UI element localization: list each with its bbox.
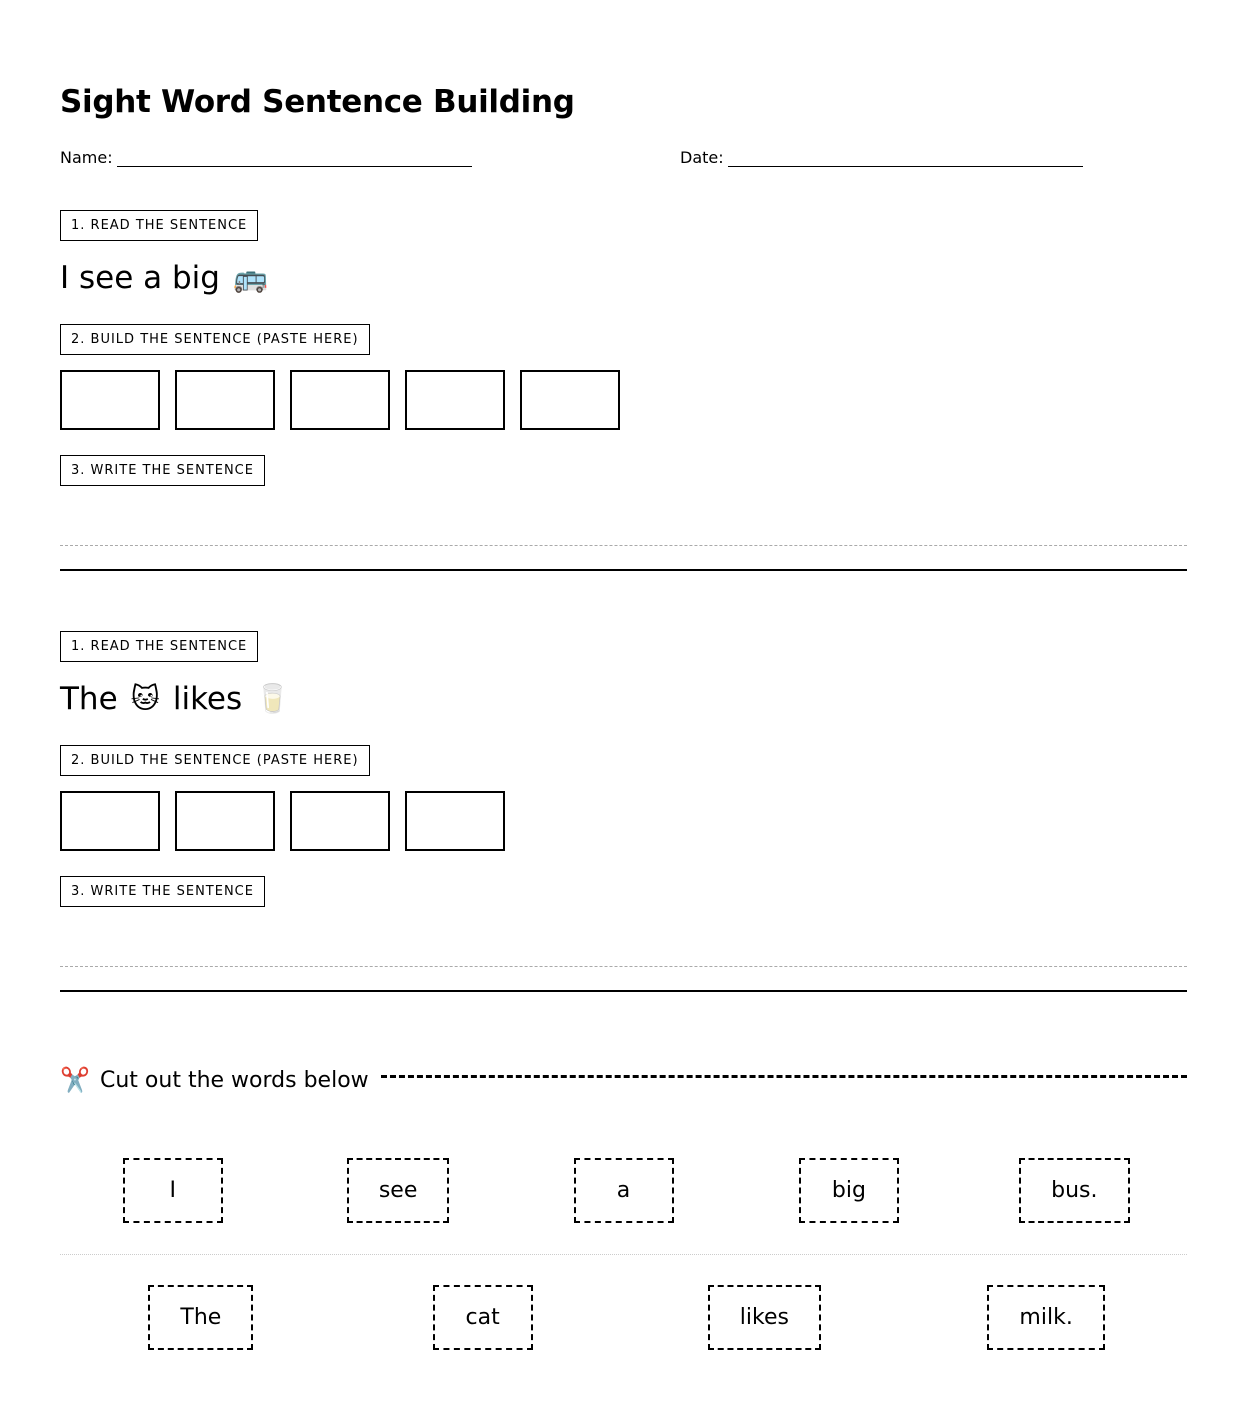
write-base-line[interactable] [60, 569, 1187, 571]
paste-box[interactable] [405, 791, 505, 851]
word-card[interactable]: likes [708, 1285, 821, 1350]
paste-box[interactable] [175, 370, 275, 430]
step-read-label: 1. READ THE SENTENCE [60, 210, 258, 241]
sentence-1 [60, 260, 268, 296]
student-info-row [60, 148, 1187, 168]
write-guide-line [60, 545, 1187, 546]
name-label: Name: [60, 148, 113, 167]
paste-box[interactable] [290, 791, 390, 851]
paste-box-row [60, 791, 505, 851]
cutout-row-separator [60, 1254, 1187, 1255]
cat-icon: 🐱 [130, 682, 160, 715]
step-build-label: 2. BUILD THE SENTENCE (PASTE HERE) [60, 324, 370, 355]
bus-icon: 🚌 [232, 261, 268, 294]
step-read-label: 1. READ THE SENTENCE [60, 631, 258, 662]
word-card[interactable]: big [799, 1158, 899, 1223]
sentence-2 [60, 681, 290, 717]
milk-icon: 🥛 [255, 682, 291, 715]
paste-box[interactable] [520, 370, 620, 430]
name-write-line[interactable] [117, 152, 472, 167]
cutout-header [60, 1062, 1187, 1098]
paste-box[interactable] [405, 370, 505, 430]
word-card[interactable]: a [574, 1158, 674, 1223]
date-field[interactable] [680, 148, 1083, 167]
cutout-row-1 [60, 1158, 1187, 1223]
paste-box[interactable] [60, 791, 160, 851]
sentence-text: I see a big [60, 260, 220, 296]
paste-box[interactable] [290, 370, 390, 430]
name-field[interactable] [60, 148, 472, 167]
step-write-label: 3. WRITE THE SENTENCE [60, 876, 265, 907]
paste-box[interactable] [60, 370, 160, 430]
page-title: Sight Word Sentence Building [60, 84, 575, 120]
date-label: Date: [680, 148, 724, 167]
step-build-label: 2. BUILD THE SENTENCE (PASTE HERE) [60, 745, 370, 776]
paste-box-row [60, 370, 620, 430]
word-card[interactable]: I [123, 1158, 223, 1223]
cutout-instruction: Cut out the words below [100, 1067, 369, 1093]
cutout-row-2 [60, 1285, 1187, 1350]
write-guide-line [60, 966, 1187, 967]
sentence-text: The [60, 681, 118, 717]
word-card[interactable]: cat [433, 1285, 533, 1350]
word-card[interactable]: milk. [987, 1285, 1104, 1350]
cut-dashed-line [381, 1075, 1187, 1078]
sentence-text: likes [172, 681, 243, 717]
word-card[interactable]: The [148, 1285, 253, 1350]
step-write-label: 3. WRITE THE SENTENCE [60, 455, 265, 486]
word-card[interactable]: bus. [1019, 1158, 1129, 1223]
write-base-line[interactable] [60, 990, 1187, 992]
date-write-line[interactable] [728, 152, 1083, 167]
scissors-icon: ✂️ [60, 1066, 90, 1094]
paste-box[interactable] [175, 791, 275, 851]
word-card[interactable]: see [347, 1158, 450, 1223]
